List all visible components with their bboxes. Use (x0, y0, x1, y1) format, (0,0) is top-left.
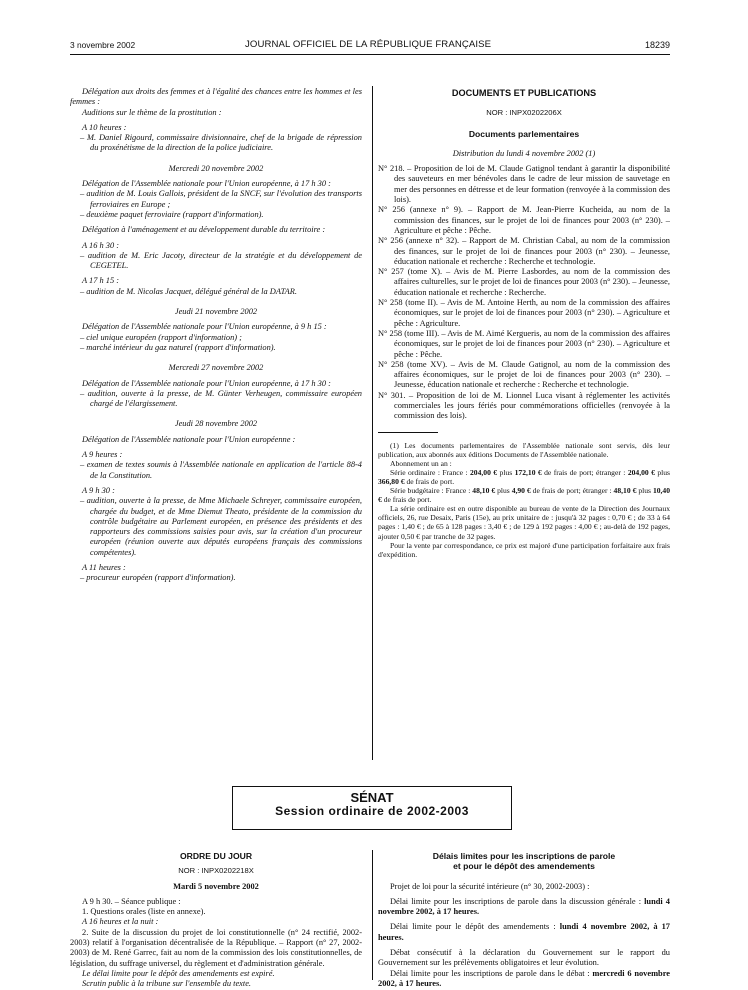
deleg-ue-1: Délégation de l'Assemblée nationale pour l'Union européenne, à 17 h 30 : (82, 179, 331, 189)
ordre-du-jour (70, 851, 362, 990)
column-divider (372, 86, 373, 760)
footnote-serie-ordinaire: Série ordinaire : France : 204,00 € plus 172,10 € de frais de port; étranger : 204,00 € plus 366,80 € de frais de port. (378, 467, 671, 486)
subtitle-documents-parlementaires: Documents parlementaires (468, 128, 580, 139)
senat-session: Session ordinaire de 2002-2003 (275, 804, 469, 819)
odj-delai: Le délai limite pour le dépôt des amendements est expiré. (82, 968, 275, 978)
day-21-nov: Jeudi 21 novembre 2002 (174, 307, 258, 317)
deleg-droits: Délégation aux droits des femmes et à l'égalité des chances entre les hommes et les femmes : (70, 87, 362, 107)
deleg-ue-4: Délégation de l'Assemblée nationale pour l'Union européenne : (82, 434, 296, 444)
senat-banner (232, 786, 512, 830)
document-item: N° 301. – Proposition de loi de M. Lionnel Luca visant à réglementer les activités commerciales les jours fériés pour commémorations officielles (renvoyée à la commission des lois). (378, 390, 670, 421)
time-16h30: A 16 h 30 : (82, 240, 120, 250)
odj-questions: 1. Questions orales (liste en annexe). (82, 907, 206, 917)
deleg-ue-3: Délégation de l'Assemblée nationale pour l'Union européenne, à 17 h 30 : (82, 378, 331, 388)
page-number: 18239 (644, 40, 670, 50)
time-9h30: A 9 h 30 : (82, 485, 115, 495)
deleg-amenagement: Délégation à l'aménagement et au développement durable du territoire : (82, 225, 326, 235)
time-10h: A 10 heures : (82, 122, 127, 132)
item-verheugen: – audition, ouverte à la presse, de M. Günter Verheugen, commissaire européen chargé de l'élargissement. (80, 388, 362, 409)
footnote-rule (378, 432, 438, 433)
delais-limites (378, 851, 670, 989)
document-item: N° 258 (tome II). – Avis de M. Antoine Herth, au nom de la commission des affaires économiques, sur le projet de loi de finances pour 2003 (n° 230). – Agriculture et pêche : Agriculture. (378, 298, 670, 328)
right-column (378, 88, 670, 559)
odj-scrutin: Scrutin public à la tribune sur l'ensemble du texte. (82, 979, 252, 989)
section-title-documents: DOCUMENTS ET PUBLICATIONS (451, 88, 597, 98)
nor-documents: NOR : INPX0202206X (486, 108, 562, 118)
item-jacquet: – audition de M. Nicolas Jacquet, délégué général de la DATAR. (80, 286, 297, 296)
left-column (70, 87, 362, 584)
auditions-prostitution: Auditions sur le thème de la prostitution : (82, 107, 222, 117)
item-schreyer: – audition, ouverte à la presse, de Mme Michaele Schreyer, commissaire européen, chargée du budget, et de Mme Diemut Theato, présidente de la commission du contrôle budgétaire au Parlement européen, en présence des présidents et des rapporteurs des commissions saisies pour avis, sur la création d'un procureur européen (réunion ouverte aux députés européens français des commissions compétentes). (80, 496, 362, 557)
journal-title: JOURNAL OFFICIEL DE LA RÉPUBLIQUE FRANÇAISE (245, 39, 492, 50)
footnote-correspondance: Pour la vente par correspondance, ce prix est majoré d'une participation forfaitaire aux frais d'expédition. (378, 540, 670, 559)
document-item: N° 258 (tome III). – Avis de M. Aimé Kergueris, au nom de la commission des affaires économiques, sur le projet de loi de finances pour 2003 (n° 230). – Agriculture et pêche : Pêche. (378, 328, 670, 359)
distribution-line: Distribution du lundi 4 novembre 2002 (1) (452, 148, 596, 158)
odj-seance: A 9 h 30. – Séance publique : (82, 896, 181, 906)
item-jacoty: – audition de M. Eric Jacoty, directeur de la stratégie et du développement de CEGETEL. (80, 250, 362, 271)
bottom-column-divider (372, 850, 373, 980)
odj-16h: A 16 heures et la nuit : (82, 917, 159, 927)
footnote-abonnement: Abonnement un an : (390, 458, 452, 468)
item-rigourd: – M. Daniel Rigourd, commissaire divisionnaire, chef de la brigade de répression du proxénétisme de la direction de la police judiciaire. (80, 133, 362, 153)
documents-list (378, 164, 670, 421)
deleg-ue-2: Délégation de l'Assemblée nationale pour l'Union européenne, à 9 h 15 : (82, 322, 327, 332)
item-procureur: – procureur européen (rapport d'information). (80, 573, 236, 583)
time-9h: A 9 heures : (82, 450, 123, 460)
odj-nor: NOR : INPX0202218X (178, 866, 254, 876)
time-11h: A 11 heures : (82, 562, 126, 572)
footnote-1: (1) Les documents parlementaires de l'Assemblée nationale sont servis, dès leur publication, aux abonnés aux éditions Documents de l'Assemblée nationale. (378, 440, 670, 459)
delais-debat: Débat consécutif à la déclaration du Gouvernement sur le rapport du Gouvernement sur les prélèvements obligatoires et leur évolution. (378, 948, 670, 968)
document-item: N° 256 (annexe n° 32). – Rapport de M. Christian Cabal, au nom de la commission des finances, sur le projet de loi de finances pour 2003 (n° 230). – Jeunesse, éducation nationale et recherche : Recherche et technologie. (378, 236, 670, 266)
header-date: 3 novembre 2002 (70, 40, 136, 50)
delais-amendements: Délai limite pour le dépôt des amendements : lundi 4 novembre 2002, à 17 heures. (378, 922, 670, 942)
delais-projet: Projet de loi pour la sécurité intérieure (n° 30, 2002-2003) : (390, 881, 590, 891)
odj-title: ORDRE DU JOUR (179, 851, 253, 861)
document-item: N° 218. – Proposition de loi de M. Claude Gatignol tendant à garantir la disponibilité des sauveteurs en mer bénévoles dans le cadre de leur mission de sauvetage en mer des personnes en détresse et de leur formation (renvoyée à la commission des lois). (378, 164, 670, 205)
item-paquet: – deuxième paquet ferroviaire (rapport d'information). (80, 209, 264, 219)
delais-inscriptions-debat: Délai limite pour les inscriptions de parole dans le débat : mercredi 6 novembre 2002, à 17 heures. (378, 968, 670, 988)
footnote-serie-budgetaire: Série budgétaire : France : 48,10 € plus 4,90 € de frais de port; étranger : 48,10 € plus 10,40 € de frais de port. (378, 486, 671, 505)
odj-discussion: 2. Suite de la discussion du projet de loi constitutionnelle (n° 24 rectifié, 2002-2003) relatif à l'organisation décentralisée de la République. – Rapport (n° 27, 2002-2003) de M. René Garrec, fait au nom de la commission des lois constitutionnelles, de législation, du suffrage universel, du règlement et d'administration générale. (70, 927, 362, 968)
item-examen: – examen de textes soumis à l'Assemblée nationale en application de l'article 88-4 de la Constitution. (80, 460, 362, 480)
odj-date: Mardi 5 novembre 2002 (173, 881, 259, 891)
day-20-nov: Mercredi 20 novembre 2002 (168, 163, 264, 173)
document-item: N° 257 (tome X). – Avis de M. Pierre Lasbordes, au nom de la commission des affaires culturelles, sur le projet de loi de finances pour 2003 (n° 230). – Jeunesse, éducation nationale et recherche : Recherche. (378, 267, 670, 297)
footnote (378, 441, 670, 559)
day-28-nov: Jeudi 28 novembre 2002 (174, 419, 258, 429)
header-rule (70, 54, 670, 55)
delais-title-2: et pour le dépôt des amendements (453, 861, 595, 872)
time-17h15: A 17 h 15 : (82, 276, 120, 286)
item-gallois: – audition de M. Louis Gallois, président de la SNCF, sur l'évolution des transports ferroviaires en Europe ; (80, 189, 362, 209)
document-item: N° 258 (tome XV). – Avis de M. Claude Gatignol, au nom de la commission des affaires économiques, sur le projet de loi de finances pour 2003 (n° 230). – Jeunesse, éducation nationale et recherche : Recherche et technologie. (378, 359, 670, 390)
senat-title: SÉNAT (350, 790, 394, 805)
delais-title-1: Délais limites pour les inscriptions de parole (432, 851, 616, 861)
footnote-vente: La série ordinaire est en outre disponible au bureau de vente de la Direction des Journaux officiels, 26, rue Desaix, Paris (15e), au prix unitaire de : jusqu'à 32 pages : 0,70 € ; de 33 à 64 pages : 1,40 € ; de 65 à 128 pages : 3,40 € ; de 129 à 192 pages : 4,00 € ; au-delà de 192 pages, ajouter 0,50 € par tranche de 32 pages. (378, 504, 670, 541)
delais-inscriptions: Délai limite pour les inscriptions de parole dans la discussion générale : lundi 4 novembre 2002, à 17 heures. (378, 896, 670, 917)
day-27-nov: Mercredi 27 novembre 2002 (168, 363, 264, 373)
page-header (70, 40, 670, 52)
item-ciel: – ciel unique européen (rapport d'information) ; (80, 332, 242, 342)
item-gaz: – marché intérieur du gaz naturel (rapport d'information). (80, 342, 276, 352)
document-item: N° 256 (annexe n° 9). – Rapport de M. Jean-Pierre Kucheida, au nom de la commission des finances, sur le projet de loi de finances pour 2003 (n° 230). – Agriculture et pêche : Pêche. (378, 205, 671, 235)
